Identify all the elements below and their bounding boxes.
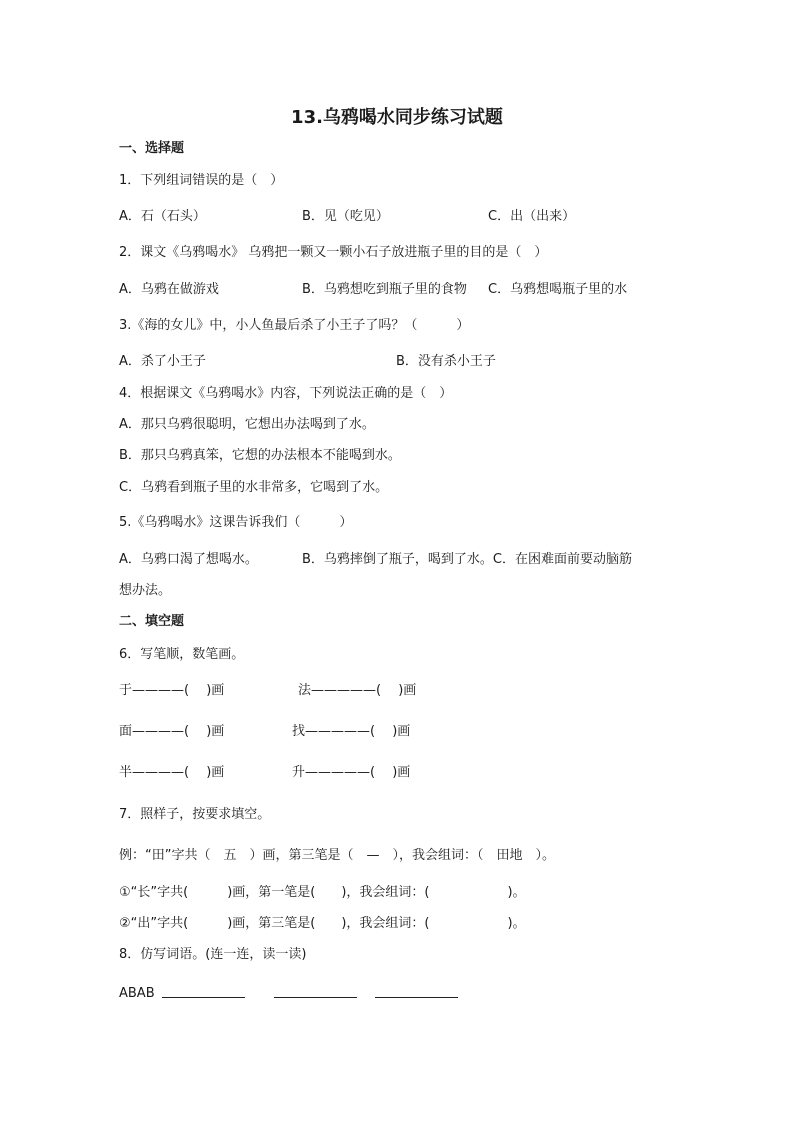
question-2-option-a: A．乌鸦在做游戏 (119, 282, 219, 297)
question-8-pattern-label: ABAB (119, 986, 155, 1001)
stroke-count-item: 于————( )画 (119, 683, 225, 698)
question-4-option-a: A．那只乌鸦很聪明，它想出办法喝到了水。 (119, 417, 375, 432)
question-5-option-a: A．乌鸦口渴了想喝水。 (119, 552, 258, 567)
question-4-option-c: C．乌鸦看到瓶子里的水非常多，它喝到了水。 (119, 480, 389, 495)
question-4-option-b: B．那只乌鸦真笨，它想的办法根本不能喝到水。 (119, 448, 401, 463)
stroke-count-item: 半————( )画 (119, 765, 225, 780)
question-7-stem: 7．照样子，按要求填空。 (119, 807, 271, 822)
question-7-example: 例：“田”字共（ 五 ）画，第三笔是（ — ），我会组词：（ 田地 ）。 (119, 848, 555, 863)
question-1-option-a: A．石（石头） (119, 209, 206, 224)
question-1-stem: 1．下列组词错误的是（ ） (119, 173, 284, 188)
section-heading-fill: 二、填空题 (119, 614, 185, 629)
page-title: 13.乌鸦喝水同步练习试题 (291, 107, 503, 128)
question-3-stem: 3.《海的女儿》中，小人鱼最后杀了小王子了吗？（ ） (119, 318, 470, 333)
stroke-count-item: 面————( )画 (119, 724, 225, 739)
question-2-option-b: B．乌鸦想吃到瓶子里的食物 (302, 282, 467, 297)
question-2-stem: 2．课文《乌鸦喝水》 乌鸦把一颗又一颗小石子放进瓶子里的目的是（ ） (119, 245, 548, 260)
answer-blank (274, 997, 357, 998)
question-8-stem: 8．仿写词语。(连一连，读一读) (119, 947, 307, 962)
question-2-option-c: C．乌鸦想喝瓶子里的水 (488, 282, 628, 297)
answer-blank (375, 997, 458, 998)
question-5-option-c-continued: 想办法。 (119, 583, 172, 598)
question-5-option-b-c: B．乌鸦摔倒了瓶子，喝到了水。C．在困难面前要动脑筋 (302, 552, 632, 567)
stroke-count-item: 升—————( )画 (292, 765, 411, 780)
question-1-option-c: C．出（出来） (488, 209, 576, 224)
question-7-item-2: ②“出”字共( )画，第三笔是( )，我会组词：( )。 (119, 916, 526, 931)
stroke-count-item: 法—————( )画 (298, 683, 417, 698)
question-7-item-1: ①“长”字共( )画，第一笔是( )，我会组词：( )。 (119, 885, 526, 900)
question-6-stem: 6．写笔顺，数笔画。 (119, 647, 245, 662)
section-heading-choice: 一、选择题 (119, 141, 185, 156)
answer-blank (162, 997, 245, 998)
question-5-stem: 5.《乌鸦喝水》这课告诉我们（ ） (119, 515, 353, 530)
question-3-option-a: A．杀了小王子 (119, 354, 206, 369)
question-3-option-b: B．没有杀小王子 (396, 354, 496, 369)
stroke-count-item: 找—————( )画 (292, 724, 411, 739)
question-1-option-b: B．见（吃见） (302, 209, 389, 224)
question-4-stem: 4．根据课文《乌鸦喝水》内容，下列说法正确的是（ ） (119, 386, 453, 401)
